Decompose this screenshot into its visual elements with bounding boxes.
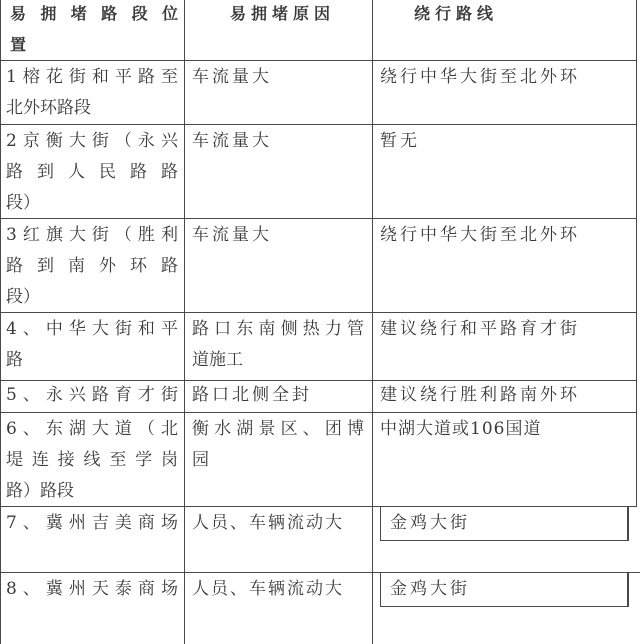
row-3-section-line: 3 红 旗 大 街 （ 胜 利	[6, 225, 178, 245]
header-section-line: 置	[10, 35, 27, 54]
header-section-line: 易 拥 堵 路 段 位	[10, 4, 178, 23]
row-6-section-line: 路）路段	[6, 481, 74, 501]
column-divider-2	[372, 0, 373, 644]
row-4-section-line: 4 、 中 华 大 街 和 平	[6, 319, 178, 339]
header-section	[10, 0, 178, 60]
row-3-reason: 车流量大	[192, 225, 272, 245]
row-8-section	[6, 574, 178, 605]
row-1-detour: 绕行中华大街至北外环	[380, 67, 580, 87]
row-divider	[0, 412, 637, 413]
row-3-section-line: 路 到 南 外 环 路	[6, 256, 178, 276]
row-4-reason-line: 道施工	[192, 350, 243, 370]
row-1-section	[6, 62, 178, 124]
row-1-reason: 车流量大	[192, 67, 272, 87]
row-divider	[0, 60, 637, 61]
row-6-section-line: 堤 连 接 线 至 学 岗	[6, 450, 178, 470]
row-7-section-line: 7 、 冀 州 吉 美 商 场	[6, 513, 178, 533]
row-5-reason: 路口北侧全封	[192, 385, 312, 405]
row-4-section	[6, 314, 178, 376]
row-1-section-line: 1 榕 花 街 和 平 路 至	[6, 67, 178, 87]
row-4-detour: 建议绕行和平路育才街	[380, 319, 580, 339]
row-8-section-line: 8 、 冀 州 天 泰 商 场	[6, 579, 178, 599]
row-6-reason-line: 衡 水 湖 景 区 、 团 博	[192, 419, 364, 439]
row-6-section	[6, 414, 178, 507]
header-detour: 绕行路线	[414, 4, 499, 23]
row-5-section-line: 5 、 永 兴 路 育 才 街	[6, 385, 178, 405]
column-divider-1	[184, 0, 185, 644]
row-7-reason: 人员、车辆流动大	[192, 513, 344, 533]
row-6-reason	[192, 414, 364, 476]
row-7-detour: 金鸡大街	[390, 513, 470, 533]
row-2-section-line: 2 京 衡 大 街 （ 永 兴	[6, 131, 178, 151]
table-border-right	[636, 0, 637, 506]
row-1-section-line: 北外环路段	[6, 98, 91, 118]
row-8-reason: 人员、车辆流动大	[192, 579, 344, 599]
row-2-section	[6, 126, 178, 219]
row-2-section-line: 路 到 人 民 路 路	[6, 162, 178, 182]
header-reason: 易拥堵原因	[230, 4, 336, 23]
row-6-reason-line: 园	[192, 450, 209, 470]
row-3-section	[6, 220, 178, 313]
row-7-section	[6, 508, 178, 539]
row-2-reason: 车流量大	[192, 131, 272, 151]
table-border-left	[0, 0, 1, 644]
row-2-section-line: 段）	[6, 193, 40, 213]
row-divider	[0, 124, 637, 125]
row-5-section	[6, 380, 178, 411]
row-3-detour: 绕行中华大街至北外环	[380, 225, 580, 245]
row-2-detour: 暂无	[380, 131, 420, 151]
row-4-reason	[192, 314, 364, 376]
row-4-section-line: 路	[6, 350, 23, 370]
row-4-reason-line: 路 口 东 南 侧 热 力 管	[192, 319, 364, 339]
row-6-detour: 中湖大道或106国道	[380, 419, 542, 439]
row-6-section-line: 6 、 东 湖 大 道 （ 北	[6, 419, 178, 439]
row-5-detour: 建议绕行胜利路南外环	[380, 385, 580, 405]
row-3-section-line: 段）	[6, 287, 40, 307]
row-8-detour: 金鸡大街	[390, 579, 470, 599]
